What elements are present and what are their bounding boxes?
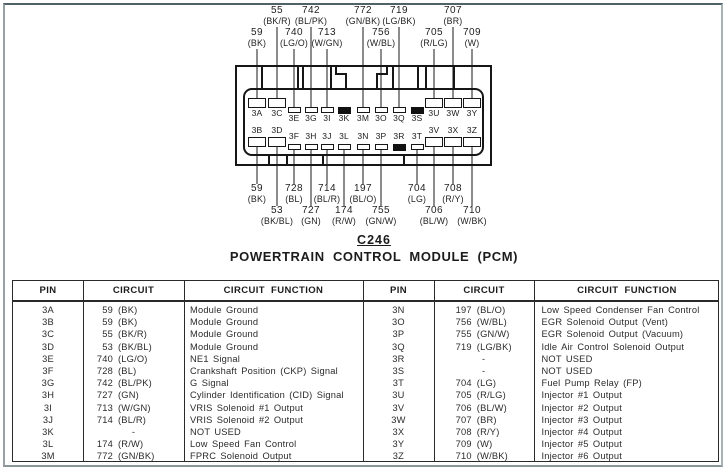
circuit-cell — [83, 342, 184, 352]
circuit-number: 59 — [102, 317, 113, 328]
circuit-function-cell: Cylinder Identification (CID) Signal — [190, 390, 344, 401]
pin-row-3C — [13, 328, 363, 340]
wire-label-3H — [301, 205, 321, 227]
pin-cell: 3R — [392, 353, 405, 364]
pin-cell: 3F — [42, 366, 54, 377]
pin-label-3J: 3J — [322, 131, 332, 141]
connector-center-key — [376, 73, 388, 75]
pin-row-3D — [13, 341, 363, 353]
pin-label-3E: 3E — [288, 113, 300, 123]
pin-label-3M: 3M — [356, 113, 370, 123]
circuit-cell — [83, 354, 184, 364]
pin-3U — [425, 98, 443, 108]
wire-color-code: (LG) — [476, 378, 497, 389]
circuit-cell — [83, 390, 184, 400]
pin-cell: 3J — [42, 414, 54, 425]
pin-row-3X — [363, 426, 719, 438]
pin-3H — [305, 144, 318, 150]
pin-row-3N — [363, 304, 719, 316]
circuit-number: 710 — [455, 451, 472, 462]
circuit-number: 756 — [455, 317, 472, 328]
pin-cell: 3W — [391, 414, 406, 425]
circuit-cell — [434, 378, 534, 388]
pin-row-3P — [363, 328, 719, 340]
wire-label-3E — [280, 27, 308, 49]
circuit-cell — [83, 439, 184, 449]
circuit-function-cell: Fuel Pump Relay (FP) — [541, 378, 642, 389]
circuit-number: 742 — [302, 5, 320, 16]
circuit-function-cell: Module Ground — [190, 329, 259, 340]
pin-3C — [268, 98, 286, 108]
wire-label-3Q — [382, 5, 415, 27]
pin-row-3M — [13, 450, 363, 462]
circuit-function-cell: VRIS Solenoid #2 Output — [190, 414, 303, 425]
circuit-number: 707 — [444, 5, 462, 16]
circuit-number: 197 — [354, 183, 372, 194]
pin-cell: 3Y — [392, 439, 405, 450]
pin-cell: 3T — [392, 378, 405, 389]
pin-label-3Q: 3Q — [393, 113, 405, 123]
pin-row-3G — [13, 377, 363, 389]
pin-row-3V — [363, 402, 719, 414]
wire-label-3V — [420, 205, 449, 227]
pin-label-3F: 3F — [288, 131, 300, 141]
circuit-number: 756 — [372, 27, 390, 38]
circuit-number: 705 — [455, 390, 472, 401]
wire-color-code: (BL) — [285, 194, 303, 204]
wire-color-code: (GN/BK) — [118, 451, 155, 462]
pin-row-3T — [363, 377, 719, 389]
pin-3X — [444, 137, 462, 147]
wire-color-code: (GN/BK) — [345, 16, 381, 26]
wire-color-code: (W/BL) — [476, 317, 507, 328]
wire-color-code: (W/BL) — [366, 38, 396, 48]
circuit-function-cell: EGR Solenoid Output (Vacuum) — [541, 329, 684, 340]
pin-label-3I: 3I — [323, 113, 331, 123]
wire-label-3N — [349, 183, 376, 205]
page-title: POWERTRAIN CONTROL MODULE (PCM) — [229, 249, 519, 264]
pin-3Y — [463, 98, 481, 108]
diagram-caption — [20, 233, 728, 264]
table-header-divider — [13, 300, 718, 302]
pin-cell: 3U — [392, 390, 405, 401]
circuit-number: 772 — [96, 451, 113, 462]
wire-color-code: (BR) — [476, 414, 497, 425]
circuit-cell: - — [131, 426, 136, 437]
header-pin-left: PIN — [39, 285, 57, 296]
pin-cell: 3G — [41, 378, 55, 389]
circuit-cell — [434, 427, 534, 437]
pin-label-3V: 3V — [428, 125, 440, 135]
circuit-cell — [83, 415, 184, 425]
pin-label-3X: 3X — [447, 125, 459, 135]
pin-cell: 3S — [392, 366, 405, 377]
pin-table-right-body — [363, 304, 719, 461]
circuit-number: 727 — [96, 390, 113, 401]
pin-cell: 3M — [41, 451, 55, 462]
circuit-number: 709 — [455, 439, 472, 450]
circuit-number: 706 — [425, 205, 443, 216]
circuit-cell: - — [482, 353, 486, 364]
wire-color-code: (R/Y) — [442, 194, 464, 204]
pin-row-3J — [13, 414, 363, 426]
pin-label-3T: 3T — [411, 131, 423, 141]
circuit-function-cell: NOT USED — [190, 426, 241, 437]
circuit-number: 55 — [271, 5, 283, 16]
circuit-number: 713 — [318, 27, 336, 38]
circuit-cell — [83, 451, 184, 461]
circuit-function-cell: VRIS Solenoid #1 Output — [190, 402, 303, 413]
pin-label-3A: 3A — [251, 108, 263, 118]
wire-color-code: (GN/W) — [365, 216, 397, 226]
pin-label-3K: 3K — [338, 113, 350, 123]
circuit-number: 708 — [455, 426, 472, 437]
wire-color-code: (W/BK) — [457, 216, 487, 226]
wire-color-code: (BL/O) — [476, 305, 506, 316]
wire-label-3Z — [457, 205, 487, 227]
wire-color-code: (W) — [476, 439, 493, 450]
header-circuit-left: CIRCUIT — [112, 285, 155, 296]
circuit-number: 707 — [455, 414, 472, 425]
pin-label-3Z: 3Z — [466, 125, 478, 135]
wire-label-3I — [311, 27, 342, 49]
circuit-number: 740 — [285, 27, 303, 38]
pin-label-3C: 3C — [271, 108, 283, 118]
circuit-cell — [434, 451, 534, 461]
wire-label-3W — [444, 5, 463, 27]
wire-label-3D — [261, 205, 293, 227]
circuit-function-cell: FPRC Solenoid Output — [190, 451, 292, 462]
circuit-number: 719 — [455, 341, 472, 352]
circuit-number: 713 — [96, 402, 113, 413]
pin-row-3L — [13, 438, 363, 450]
pin-row-3O — [363, 316, 719, 328]
pin-label-3P: 3P — [375, 131, 387, 141]
circuit-number: 197 — [455, 305, 472, 316]
pin-3Z — [463, 137, 481, 147]
pin-cell: 3E — [42, 353, 54, 364]
wire-label-3L — [332, 205, 356, 227]
circuit-function-cell: Module Ground — [190, 305, 259, 316]
circuit-number: 740 — [96, 353, 113, 364]
pin-cell: 3Z — [392, 451, 405, 462]
pin-label-3B: 3B — [251, 125, 263, 135]
wire-label-3O — [367, 27, 396, 49]
wire-label-3F — [285, 183, 303, 205]
circuit-function-cell: NOT USED — [541, 353, 593, 364]
circuit-number: 174 — [335, 205, 353, 216]
wire-color-code: (R/W) — [332, 216, 356, 226]
pin-cell: 3L — [42, 439, 54, 450]
circuit-cell — [83, 305, 184, 315]
pin-3P — [375, 144, 388, 150]
pin-3W — [444, 98, 462, 108]
pin-cell: 3H — [41, 390, 55, 401]
wire-color-code: (W/GN) — [118, 402, 151, 413]
wire-label-3G — [295, 5, 327, 27]
circuit-function-cell: Module Ground — [190, 317, 259, 328]
pin-row-3S — [363, 365, 719, 377]
pin-3R — [393, 144, 406, 151]
pin-label-3W: 3W — [446, 108, 460, 118]
wire-color-code: (GN/W) — [476, 329, 510, 340]
header-function-left: CIRCUIT FUNCTION — [223, 285, 324, 296]
wire-color-code: (W) — [464, 38, 480, 48]
circuit-function-cell: Injector #1 Output — [541, 390, 623, 401]
wire-color-code: (BL/PK) — [118, 378, 152, 389]
wire-color-code: (GN) — [118, 390, 139, 401]
wire-color-code: (GN) — [301, 216, 321, 226]
wire-label-3M — [346, 5, 381, 27]
circuit-number: 719 — [390, 5, 408, 16]
wire-color-code: (BR) — [443, 16, 463, 26]
pin-3J — [321, 144, 334, 150]
pin-row-3I — [13, 402, 363, 414]
pin-cell: 3V — [392, 402, 405, 413]
pin-cell: 3O — [391, 317, 405, 328]
wire-color-code: (W/GN) — [311, 38, 343, 48]
wire-label-3U — [420, 27, 448, 49]
pin-row-3B — [13, 316, 363, 328]
circuit-number: 174 — [96, 439, 113, 450]
circuit-number: 714 — [96, 414, 113, 425]
connector-id: C246 — [357, 233, 391, 247]
pin-cell: 3N — [392, 305, 405, 316]
pin-label-3N: 3N — [357, 131, 369, 141]
circuit-number: 714 — [318, 183, 336, 194]
connector-bottom-key — [286, 155, 288, 165]
wire-color-code: (BK) — [247, 194, 267, 204]
wire-color-code: (BK) — [118, 305, 138, 316]
circuit-cell — [434, 329, 534, 339]
header-function-right: CIRCUIT FUNCTION — [577, 285, 677, 296]
pin-label-3S: 3S — [411, 113, 423, 123]
circuit-cell — [83, 403, 184, 413]
wire-label-3X — [442, 183, 464, 205]
pin-label-3H: 3H — [305, 131, 317, 141]
circuit-function-cell: Injector #3 Output — [541, 414, 623, 425]
wire-color-code: (BK/BL) — [118, 341, 152, 352]
circuit-function-cell: Injector #6 Output — [541, 451, 623, 462]
circuit-number: 53 — [271, 205, 283, 216]
pin-row-3R — [363, 353, 719, 365]
connector-bottom-key — [268, 155, 270, 165]
wire-color-code: (LG/BK) — [382, 16, 416, 26]
wire-color-code: (BL) — [118, 366, 137, 377]
circuit-function-cell: NOT USED — [541, 366, 593, 377]
circuit-function-cell: Low Speed Fan Control — [190, 439, 297, 450]
pin-label-3O: 3O — [375, 113, 387, 123]
wire-color-code: (R/Y) — [476, 426, 500, 437]
circuit-cell — [434, 317, 534, 327]
circuit-function-cell: Idle Air Control Solenoid Output — [541, 341, 685, 352]
pin-row-3W — [363, 414, 719, 426]
wire-color-code: (BL/O) — [349, 194, 377, 204]
pin-label-3U: 3U — [428, 108, 440, 118]
circuit-function-cell: Module Ground — [190, 341, 259, 352]
pin-cell: 3B — [42, 317, 54, 328]
connector-bottom-key — [322, 155, 324, 165]
connector-bottom-key — [403, 155, 405, 165]
circuit-number: 704 — [408, 183, 426, 194]
wire-color-code: (BK) — [247, 38, 267, 48]
circuit-cell — [434, 305, 534, 315]
circuit-function-cell: Low Speed Condenser Fan Control — [541, 305, 700, 316]
pin-3T — [411, 144, 424, 150]
pin-label-3R: 3R — [393, 131, 405, 141]
wire-color-code: (W/BK) — [476, 451, 508, 462]
wire-color-code: (BK) — [118, 317, 138, 328]
circuit-function-cell: EGR Solenoid Output (Vent) — [541, 317, 669, 328]
pin-row-3A — [13, 304, 363, 316]
circuit-cell — [434, 403, 534, 413]
circuit-number: 728 — [96, 366, 113, 377]
circuit-number: 705 — [425, 27, 443, 38]
circuit-number: 59 — [251, 27, 263, 38]
pin-3V — [425, 137, 443, 147]
pin-table-left-body — [13, 304, 363, 461]
circuit-number: 710 — [463, 205, 481, 216]
circuit-cell — [434, 415, 534, 425]
circuit-function-cell: Injector #2 Output — [541, 402, 623, 413]
wire-label-3C — [263, 5, 291, 27]
pin-label-3Y: 3Y — [466, 108, 478, 118]
wire-color-code: (BL/R) — [118, 414, 147, 425]
circuit-number: 755 — [372, 205, 390, 216]
circuit-cell — [434, 342, 534, 352]
wire-color-code: (BL/PK) — [294, 16, 328, 26]
connector-center-key — [335, 73, 347, 75]
pin-label-3D: 3D — [271, 125, 283, 135]
header-pin-right: PIN — [389, 285, 408, 296]
circuit-cell — [83, 366, 184, 376]
circuit-cell — [434, 439, 534, 449]
circuit-cell — [434, 390, 534, 400]
pin-cell: 3I — [43, 402, 53, 413]
circuit-function-cell: G Signal — [190, 378, 229, 389]
wire-label-3P — [365, 205, 396, 227]
pin-3F — [288, 144, 301, 150]
pin-row-3Y — [363, 438, 719, 450]
wire-color-code: (R/LG) — [476, 390, 506, 401]
circuit-number: 742 — [96, 378, 113, 389]
pin-3B — [248, 137, 266, 147]
pin-row-3Z — [363, 450, 719, 462]
circuit-number: 772 — [354, 5, 372, 16]
wire-color-code: (BL/W) — [419, 216, 449, 226]
circuit-cell — [83, 317, 184, 327]
circuit-function-cell: Injector #5 Output — [541, 439, 623, 450]
wire-color-code: (LG/O) — [118, 353, 148, 364]
pin-row-3K — [13, 426, 363, 438]
circuit-number: 709 — [463, 27, 481, 38]
wire-color-code: (BK/BL) — [260, 216, 294, 226]
connector-key-tab — [392, 67, 419, 90]
pin-row-3F — [13, 365, 363, 377]
pin-cell: 3D — [41, 341, 55, 352]
wire-label-3T — [408, 183, 426, 205]
pin-3N — [357, 144, 370, 150]
wire-color-code: (LG) — [407, 194, 427, 204]
wire-color-code: (BL/W) — [476, 402, 507, 413]
pin-cell: 3A — [42, 305, 54, 316]
circuit-number: 55 — [102, 329, 113, 340]
circuit-number: 704 — [455, 378, 472, 389]
pin-cell: 3Q — [391, 341, 405, 352]
wire-color-code: (BK/R) — [263, 16, 291, 26]
wire-label-3A — [248, 27, 266, 49]
circuit-number: 728 — [285, 183, 303, 194]
pin-3D — [268, 137, 286, 147]
circuit-function-cell: Crankshaft Position (CKP) Signal — [190, 366, 338, 377]
circuit-cell: - — [482, 366, 486, 377]
connector-key-tab — [261, 67, 299, 90]
pin-cell: 3C — [41, 329, 55, 340]
pin-row-3Q — [363, 341, 719, 353]
wire-color-code: (R/LG) — [420, 38, 448, 48]
pin-cell: 3X — [392, 426, 405, 437]
pin-label-3G: 3G — [305, 113, 317, 123]
pin-label-3L: 3L — [339, 131, 349, 141]
circuit-cell — [83, 329, 184, 339]
connector-key-tab — [302, 67, 332, 90]
pin-row-3U — [363, 389, 719, 401]
pin-3A — [248, 98, 266, 108]
wire-label-3B — [248, 183, 266, 205]
circuit-number: 59 — [102, 305, 113, 316]
header-circuit-right: CIRCUIT — [463, 285, 505, 296]
wire-label-3J — [314, 183, 341, 205]
wire-color-code: (LG/BK) — [476, 341, 512, 352]
circuit-number: 706 — [455, 402, 472, 413]
circuit-number: 59 — [251, 183, 263, 194]
connector-key-tab — [425, 67, 455, 90]
pin-cell: 3P — [392, 329, 405, 340]
circuit-function-cell: NE1 Signal — [190, 353, 241, 364]
wire-color-code: (BK/R) — [118, 329, 148, 340]
circuit-function-cell: Injector #4 Output — [541, 426, 623, 437]
wire-label-3Y — [463, 27, 481, 49]
pin-row-3H — [13, 389, 363, 401]
wire-color-code: (LG/O) — [279, 38, 309, 48]
pin-cell: 3K — [42, 426, 54, 437]
circuit-number: 708 — [444, 183, 462, 194]
wire-color-code: (BL/R) — [313, 194, 341, 204]
pin-3L — [338, 144, 351, 150]
wire-color-code: (R/W) — [118, 439, 144, 450]
circuit-cell — [83, 378, 184, 388]
pin-row-3E — [13, 353, 363, 365]
circuit-number: 53 — [102, 341, 113, 352]
circuit-number: 755 — [455, 329, 472, 340]
circuit-number: 727 — [302, 205, 320, 216]
pin-table — [12, 280, 719, 462]
